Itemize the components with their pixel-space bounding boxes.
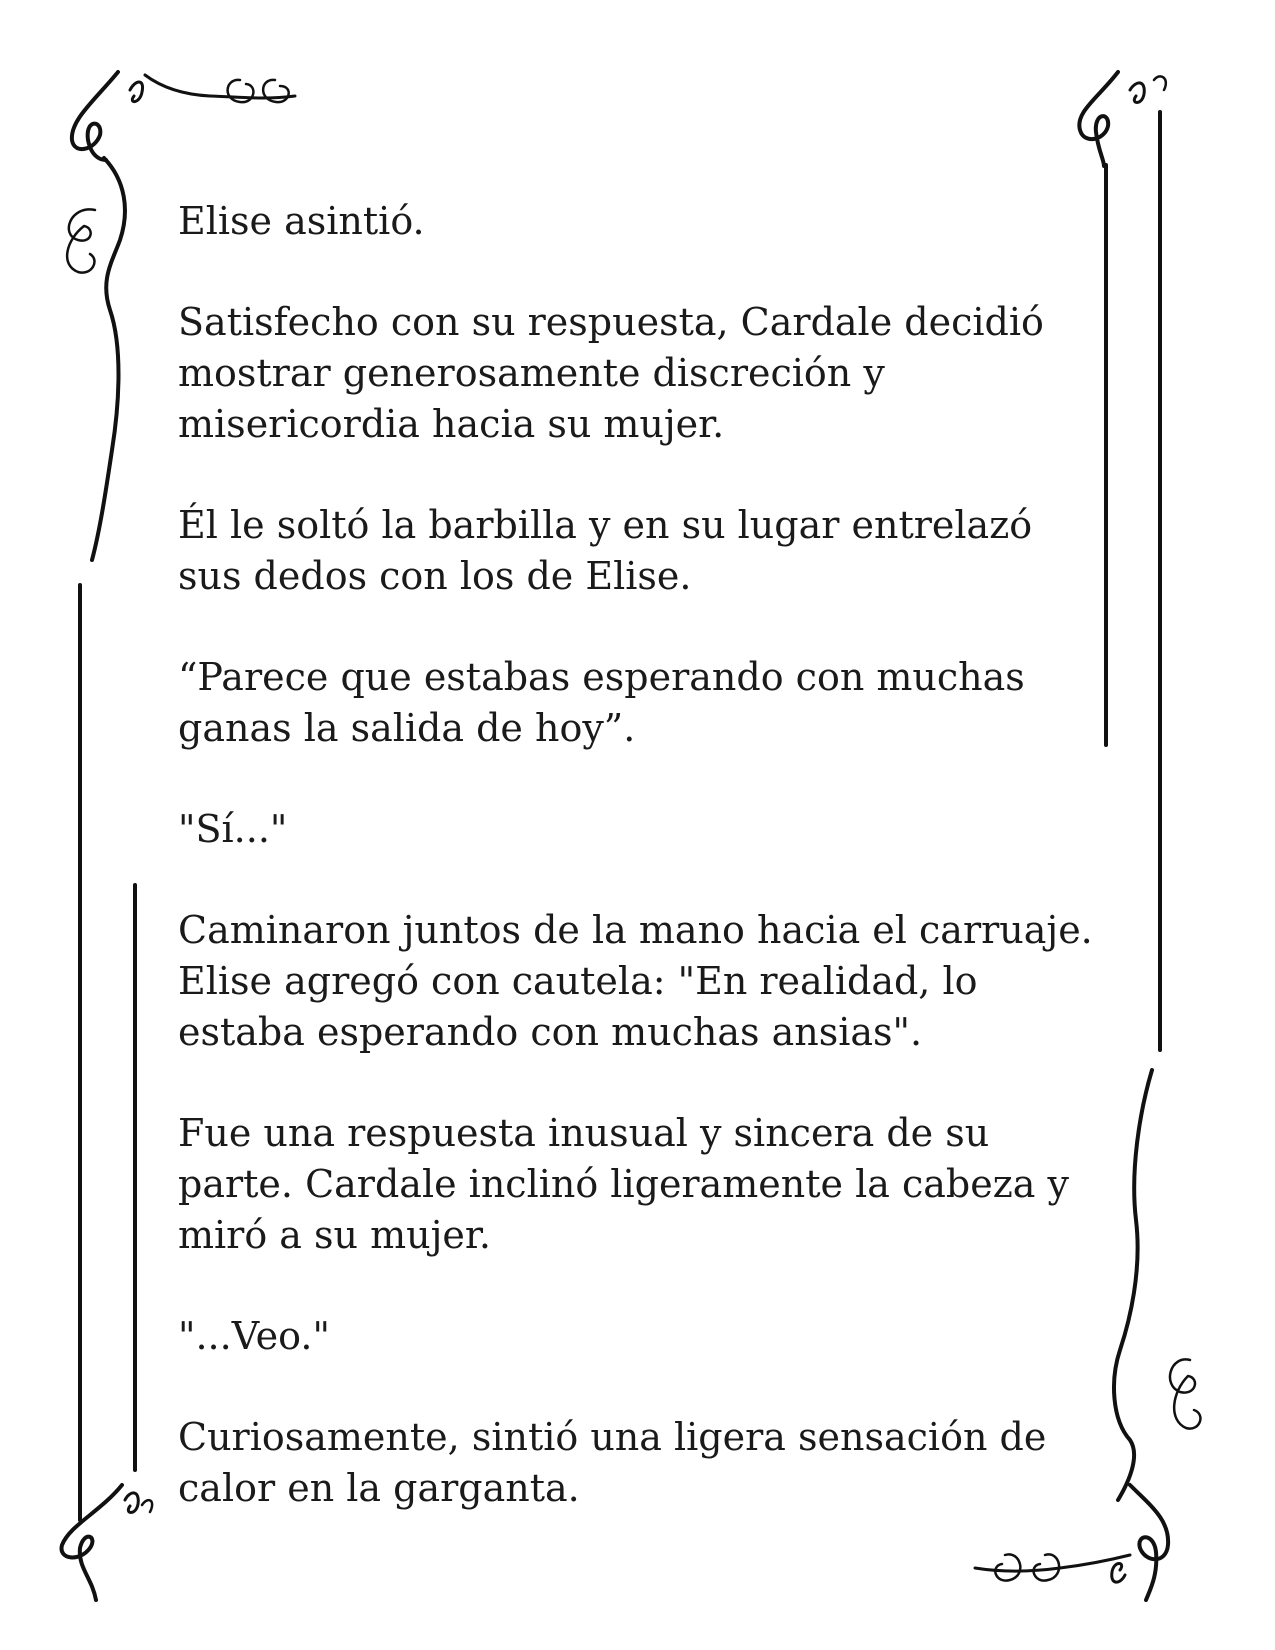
paragraph: Elise asintió. [178, 199, 425, 243]
paragraph: Satisfecho con su respuesta, Cardale decidió mostrar generosamente discreción y misericordia hacia su mujer. [178, 300, 1044, 446]
paragraph: “Parece que estabas esperando con muchas ganas la salida de hoy”. [178, 655, 1025, 750]
paragraph: Él le soltó la barbilla y en su lugar entrelazó sus dedos con los de Elise. [178, 503, 1033, 598]
paragraph: "...Veo." [178, 1314, 330, 1358]
paragraph: Caminaron juntos de la mano hacia el carruaje. Elise agregó con cautela: "En realidad, lo estaba esperando con muchas ansias". [178, 908, 1093, 1054]
flourish-corner-bottom-left-icon [62, 1485, 153, 1600]
paragraph: "Sí..." [178, 807, 288, 851]
story-text [178, 196, 1118, 1514]
paragraph: Curiosamente, sintió una ligera sensación de calor en la garganta. [178, 1415, 1047, 1510]
paragraph: Fue una respuesta inusual y sincera de su parte. Cardale inclinó ligeramente la cabeza y miró a su mujer. [178, 1111, 1069, 1257]
flourish-corner-top-right-icon [1079, 72, 1166, 166]
